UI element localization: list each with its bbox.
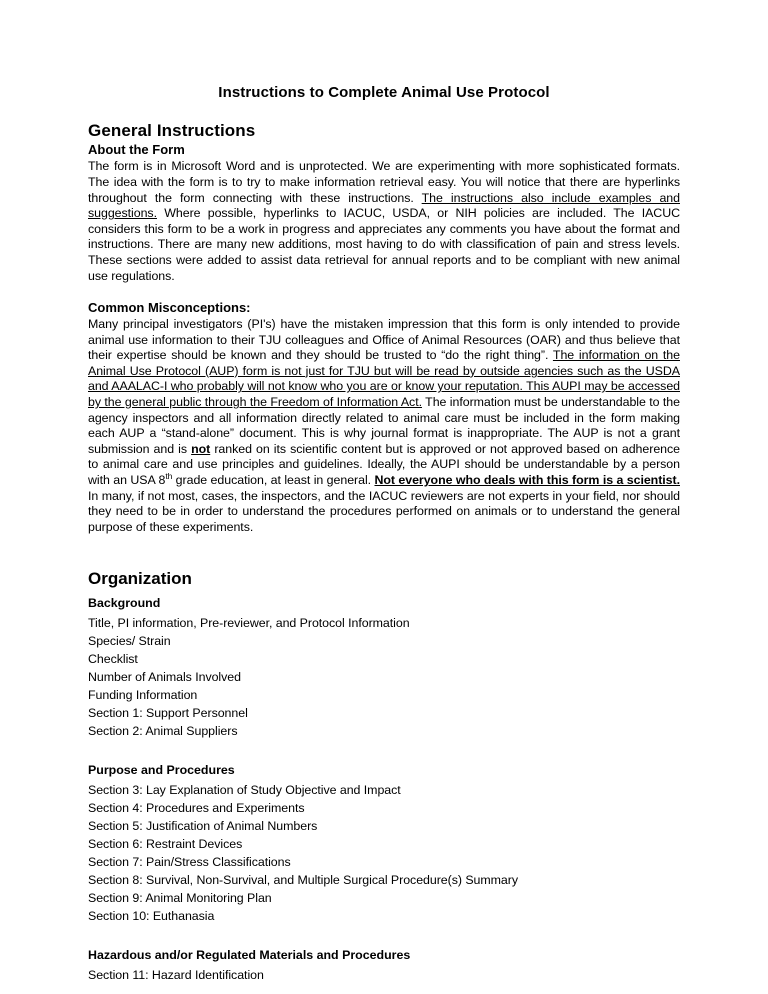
misc-run-8-scientist-emphasis: Not everyone who deals with this form is a scientist. <box>374 472 680 487</box>
about-run-1: The form is in Microsoft Word and is unprotected. We are experimenting with more sophisticated formats. The idea with the form is to try to make information retrieval easy. You will notice that there are hyperlinks throughout the form connecting with these instructions. <box>88 159 680 205</box>
misc-run-4-not-emphasis: not <box>191 441 211 456</box>
list-item: Section 11: Hazard Identification <box>88 967 264 982</box>
about-run-2-underlined: The instructions also include examples and suggestions. <box>88 190 680 221</box>
page-title: Instructions to Complete Animal Use Protocol <box>218 84 550 101</box>
heading-general-instructions: General Instructions <box>88 120 256 140</box>
list-item: Section 2: Animal Suppliers <box>88 723 238 738</box>
list-item: Section 4: Procedures and Experiments <box>88 800 305 815</box>
paragraph-about-the-form <box>88 159 680 284</box>
misc-run-6-ordinal-suffix: th <box>165 470 173 481</box>
list-item: Section 9: Animal Monitoring Plan <box>88 890 272 905</box>
list-item: Section 6: Restraint Devices <box>88 836 243 851</box>
organization-item-list <box>88 966 680 984</box>
group-heading: Purpose and Procedures <box>88 762 235 777</box>
list-item: Section 8: Survival, Non-Survival, and Multiple Surgical Procedure(s) Summary <box>88 872 518 887</box>
heading-about-the-form: About the Form <box>88 142 185 158</box>
list-item: Section 5: Justification of Animal Numbers <box>88 818 318 833</box>
list-item: Section 7: Pain/Stress Classifications <box>88 854 291 869</box>
misc-run-7: grade education, at least in general. <box>172 472 375 487</box>
group-heading: Background <box>88 595 161 610</box>
misc-run-9: In many, if not most, cases, the inspectors, and the IACUC reviewers are not experts in your field, nor should they need to be in order to understand the procedures performed on animals or to understand the general purpose of these experiments. <box>88 488 680 534</box>
organization-group-purpose-and-procedures <box>88 761 680 925</box>
list-item: Number of Animals Involved <box>88 669 241 684</box>
organization-item-list <box>88 614 680 740</box>
list-item: Species/ Strain <box>88 633 171 648</box>
organization-item-list <box>88 781 680 925</box>
misc-run-5: ranked on its scientific content but is approved or not approved based on adherence to animal care and use principles and guidelines. Ideally, the AUPI should be understandable by a person with an USA 8 <box>88 441 680 487</box>
list-item: Checklist <box>88 651 138 666</box>
misc-run-2-underlined: The information on the Animal Use Protocol (AUP) form is not just for TJU but will be read by outside agencies such as the USDA and AAALAC-I who probably will not know who you are or know your reputation. This AUPI may be accessed by the general public through the Freedom of Information Act. <box>88 348 680 409</box>
misc-run-3: The information must be understandable to the agency inspectors and all information directly related to animal care must be included in the form making each AUP a “stand-alone” document. This is why journal format is inappropriate. The AUP is not a grant submission and is <box>88 394 680 456</box>
heading-common-misconceptions: Common Misconceptions: <box>88 299 251 315</box>
organization-group-hazardous-materials <box>88 946 680 984</box>
heading-organization: Organization <box>88 569 192 589</box>
organization-group-background <box>88 594 680 740</box>
list-item: Section 1: Support Personnel <box>88 705 248 720</box>
list-item: Section 10: Euthanasia <box>88 908 215 923</box>
list-item: Section 3: Lay Explanation of Study Objective and Impact <box>88 782 401 797</box>
organization-section <box>88 569 680 983</box>
paragraph-common-misconceptions <box>88 317 680 535</box>
list-item: Funding Information <box>88 687 198 702</box>
group-heading: Hazardous and/or Regulated Materials and Procedures <box>88 947 411 962</box>
misc-run-1: Many principal investigators (PI's) have the mistaken impression that this form is only intended to provide animal use information to their TJU colleagues and Office of Animal Resources (OAR) and thus believe that their expertise should be known and they should be trusted to “do the right thing”. <box>88 316 680 363</box>
about-run-3: Where possible, hyperlinks to IACUC, USDA, or NIH policies are included. The IACUC considers this form to be a work in progress and appreciates any comments you have about the format and instructions. There are many new additions, most having to do with classification of pain and stress levels. These sections were added to assist data retrieval for annual reports and to be compliant with new animal use regulations. <box>88 206 680 283</box>
list-item: Title, PI information, Pre-reviewer, and Protocol Information <box>88 615 410 630</box>
